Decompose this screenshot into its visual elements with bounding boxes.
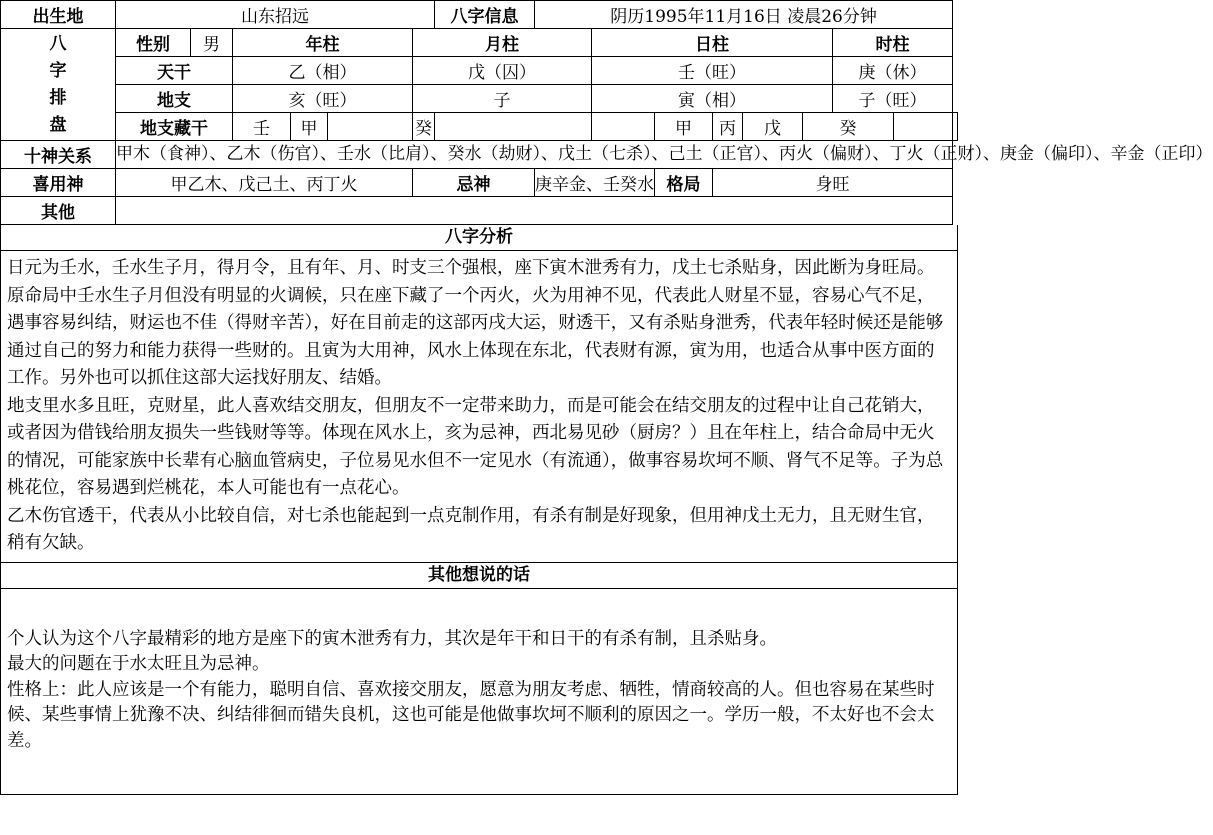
shishen-row (1, 141, 958, 169)
canggan-cell (953, 113, 958, 141)
pillar-header-hour: 时柱 (833, 29, 953, 57)
tiangan-row (1, 57, 958, 85)
other-label: 其他 (1, 197, 116, 225)
tiangan-month: 戊（囚） (413, 57, 592, 85)
analysis-paragraph: 日元为壬水，壬水生子月，得月令，且有年、月、时支三个强根，座下寅木泄秀有力，戊土七杀贴身，因此断为身旺局。 (7, 258, 935, 278)
canggan-cell: 癸 (413, 113, 435, 141)
canggan-cell: 戊 (743, 113, 803, 141)
analysis-paragraph: 地支里水多且旺，克财星，此人喜欢结交朋友，但朋友不一定带来助力，而是可能会在结交朋友的过程中让自己花销大，或者因为借钱给朋友损失一些钱财等等。体现在风水上，亥为忌神，西北易见砂（厨房？）且在年柱上，结合命局中无火的情况，可能家族中长辈有心脑血管病史，子位易见水但不一定见水（有流通），做事容易坎坷不顺、肾气不足等。子为总桃花位，容易遇到烂桃花，本人可能也有一点花心。 (7, 395, 944, 498)
side-char: 排 (49, 87, 67, 108)
canggan-cell: 丙 (713, 113, 743, 141)
dizhi-label: 地支 (116, 85, 233, 113)
analysis-title: 八字分析 (0, 225, 958, 251)
geju-label: 格局 (655, 169, 713, 197)
gender-value: 男 (191, 29, 233, 57)
canggan-cell (592, 113, 655, 141)
remarks-body (0, 589, 958, 795)
canggan-cell: 甲 (655, 113, 713, 141)
side-char: 八 (49, 33, 67, 54)
pillar-header-row (1, 29, 958, 57)
canggan-cell: 壬 (233, 113, 291, 141)
gender-label: 性别 (116, 29, 191, 57)
canggan-cell (328, 113, 413, 141)
canggan-cell: 癸 (803, 113, 894, 141)
side-char: 盘 (49, 114, 67, 135)
remarks-paragraph: 个人认为这个八字最精彩的地方是座下的寅木泄秀有力，其次是年干和日干的有杀有制，且杀贴身。 (7, 628, 777, 649)
yongshen-label: 喜用神 (1, 169, 116, 197)
pillar-header-day: 日柱 (592, 29, 833, 57)
canggan-row (1, 113, 958, 141)
side-char: 字 (49, 60, 67, 81)
analysis-paragraph: 原命局中壬水生子月但没有明显的火调候，只在座下藏了一个丙火，火为用神不见，代表此人财星不显，容易心气不足，遇事容易纠结，财运也不佳（得财辛苦），好在目前走的这部丙戌大运，财透干，又有杀贴身泄秀，代表年轻时候还是能够通过自己的努力和能力获得一些财的。且寅为大用神，风水上体现在东北，代表财有源，寅为用，也适合从事中医方面的工作。另外也可以抓住这部大运找好朋友、结婚。 (7, 285, 944, 388)
canggan-label: 地支藏干 (116, 113, 233, 141)
birthplace-value: 山东招远 (116, 1, 435, 29)
other-value (116, 197, 953, 225)
other-row (1, 197, 958, 225)
birthplace-label: 出生地 (1, 1, 116, 29)
yongshen-value: 甲乙木、戊己土、丙丁火 (116, 169, 413, 197)
tiangan-year: 乙（相） (233, 57, 413, 85)
dizhi-day: 寅（相） (592, 85, 833, 113)
pillar-header-year: 年柱 (233, 29, 413, 57)
canggan-cell (435, 113, 592, 141)
tiangan-label: 天干 (116, 57, 233, 85)
canggan-cell (894, 113, 953, 141)
geju-value: 身旺 (713, 169, 953, 197)
tiangan-hour: 庚（休） (833, 57, 953, 85)
analysis-paragraph: 乙木伤官透干，代表从小比较自信，对七杀也能起到一点克制作用，有杀有制是好现象，但用神戊土无力，且无财生官，稍有欠缺。 (7, 505, 935, 553)
canggan-cell: 甲 (291, 113, 328, 141)
bazi-info-value: 阴历1995年11月16日 凌晨26分钟 (535, 1, 953, 29)
remarks-paragraph: 性格上：此人应该是一个有能力，聪明自信、喜欢接交朋友，愿意为朋友考虑、牺牲，情商较高的人。但也容易在某些时候、某些事情上犹豫不决、纠结徘徊而错失良机，这也可能是他做事坎坷不顺利的原因之一。学历一般，不太好也不会太差。 (7, 679, 935, 751)
shishen-label: 十神关系 (1, 141, 116, 169)
dizhi-year: 亥（旺） (233, 85, 413, 113)
dizhi-row (1, 85, 958, 113)
bazi-info-table (0, 0, 1213, 225)
shishen-text: 甲木（食神）、乙木（伤官）、壬水（比肩）、癸水（劫财）、戊土（七杀）、己土（正官）、丙火（偏财）、丁火（正财）、庚金（偏印）、辛金（正印） (116, 141, 953, 169)
remarks-paragraph: 最大的问题在于水太旺且为忌神。 (7, 654, 270, 674)
dizhi-hour: 子（旺） (833, 85, 953, 113)
bazi-info-label: 八字信息 (435, 1, 535, 29)
header-row (1, 1, 958, 29)
pillar-header-month: 月柱 (413, 29, 592, 57)
remarks-title: 其他想说的话 (0, 562, 958, 589)
chart-side-label (1, 29, 116, 141)
jishen-label: 忌神 (413, 169, 535, 197)
analysis-body (0, 251, 958, 562)
tiangan-day: 壬（旺） (592, 57, 833, 85)
jishen-value: 庚辛金、壬癸水 (535, 169, 655, 197)
yongshen-row (1, 169, 958, 197)
dizhi-month: 子 (413, 85, 592, 113)
